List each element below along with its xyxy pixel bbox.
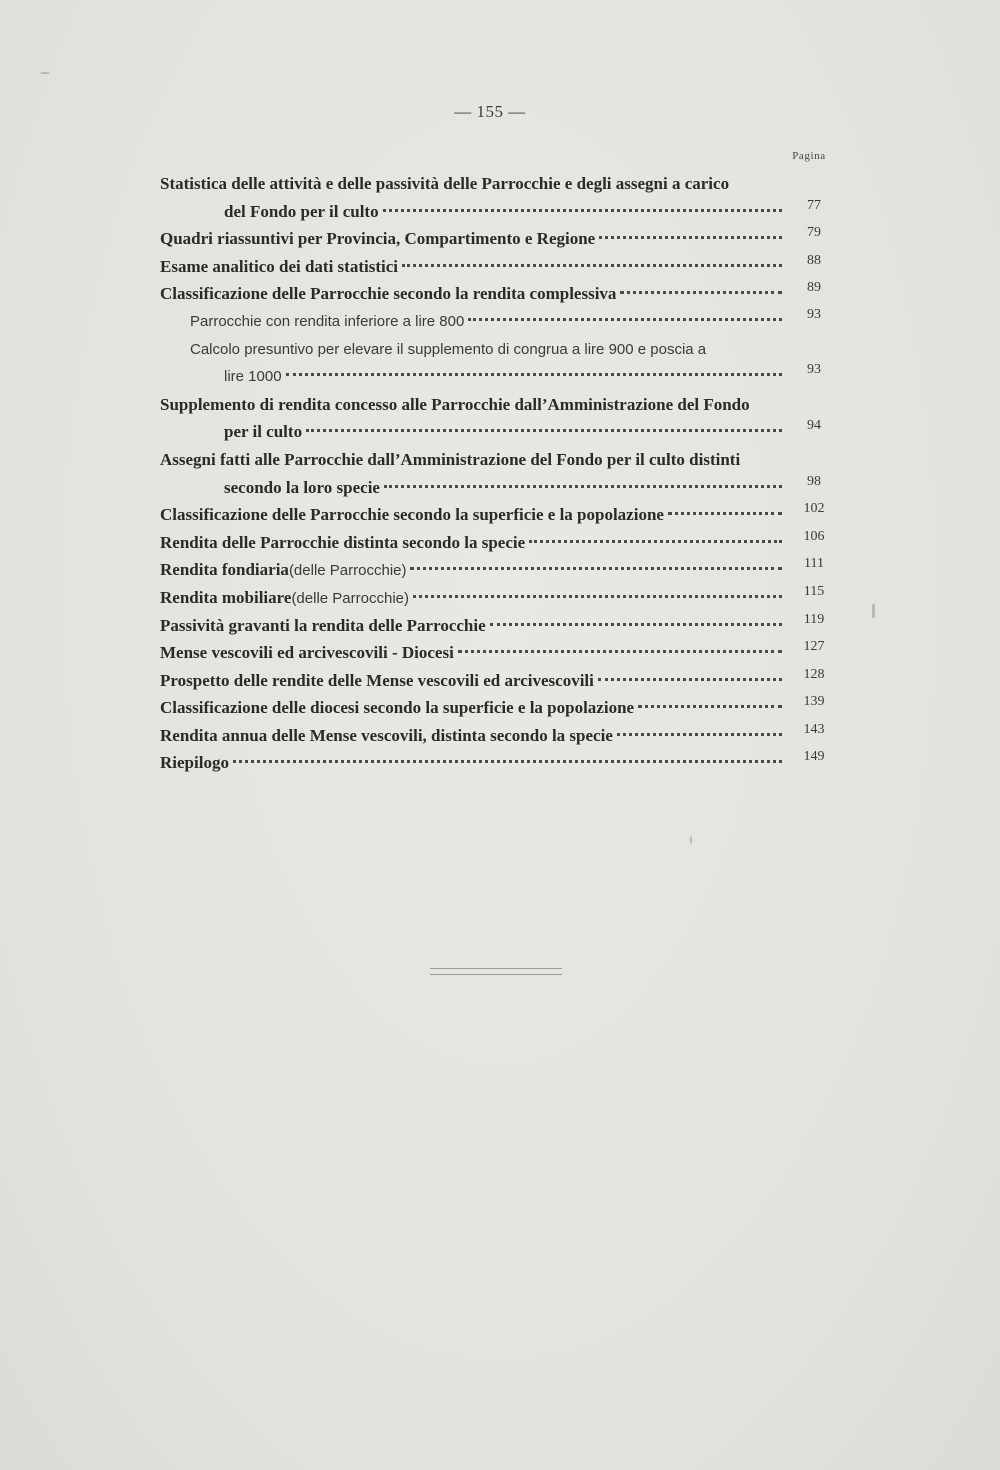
toc-entry-line	[160, 170, 840, 198]
toc-entry-title: Riepilogo	[160, 753, 229, 773]
toc-entry-title: per il culto	[224, 422, 303, 442]
toc-entry-title: Rendita annua delle Mense vescovili, distinta secondo la specie	[160, 725, 613, 745]
toc-entry-line	[160, 722, 840, 750]
dot-leader	[638, 704, 782, 708]
toc-entry-title: lire 1000	[224, 368, 282, 386]
toc-entry-line	[160, 667, 840, 695]
toc-entry-continuation	[160, 474, 840, 502]
toc-entry	[160, 253, 840, 281]
toc-entry-title: Supplemento di rendita concesso alle Parrocchie dall’Amministrazione del Fondo	[160, 394, 750, 414]
toc-entry-line	[160, 639, 840, 667]
toc-entry-title: Mense vescovili ed arcivescovili - Diocesi	[160, 643, 454, 663]
toc-entry-line	[160, 446, 840, 474]
toc-entry-title: Calcolo presuntivo per elevare il supplemento di congrua a lire 900 e poscia a	[190, 340, 707, 358]
toc-entry	[160, 694, 840, 722]
toc-entry-line	[160, 749, 840, 777]
dot-leader	[233, 759, 782, 763]
toc-entry-title: Prospetto delle rendite delle Mense vescovili ed arcivescovili	[160, 670, 594, 690]
toc-page-number: 143	[803, 721, 825, 737]
toc-entry	[160, 556, 840, 584]
dot-leader	[286, 372, 782, 376]
toc-entry	[160, 501, 840, 529]
toc-entry	[160, 612, 840, 640]
closing-rule	[430, 968, 562, 975]
toc-entry	[160, 225, 840, 253]
toc-entry-title: Rendita mobiliare	[160, 587, 292, 607]
toc-entry	[160, 446, 840, 501]
toc-entry-title: Parrocchie con rendita inferiore a lire 800	[190, 312, 465, 330]
page-number: — 155 —	[454, 102, 526, 121]
toc-entry-qualifier: (delle Parrocchie)	[291, 589, 409, 607]
toc-entry-line	[160, 336, 840, 364]
toc-entry-title: Classificazione delle Parrocchie secondo la rendita complessiva	[160, 284, 617, 304]
toc-entry-title: Classificazione delle diocesi secondo la superficie e la popolazione	[160, 698, 635, 718]
table-of-contents	[160, 170, 840, 777]
dot-leader	[490, 622, 782, 626]
scan-speck	[690, 836, 692, 844]
dot-leader	[668, 511, 782, 515]
toc-page-number: 93	[807, 306, 821, 322]
toc-entry	[160, 722, 840, 750]
toc-page-number: 94	[807, 418, 821, 434]
toc-entry	[160, 280, 840, 308]
dot-leader	[402, 263, 782, 267]
toc-entry-line	[160, 280, 840, 308]
toc-entry-line	[160, 584, 840, 612]
toc-entry	[160, 529, 840, 557]
dot-leader	[410, 566, 782, 570]
toc-entry-line	[160, 501, 840, 529]
toc-entry-line	[160, 225, 840, 253]
toc-entry-title: Assegni fatti alle Parrocchie dall’Amministrazione del Fondo per il culto distinti	[160, 449, 741, 469]
toc-entry-line	[160, 308, 840, 336]
toc-entry-title: Quadri riassuntivi per Provincia, Compartimento e Regione	[160, 229, 596, 249]
dot-leader	[598, 677, 782, 681]
toc-entry	[160, 391, 840, 446]
toc-page-number: 115	[803, 583, 825, 599]
toc-page-number: 139	[803, 694, 825, 710]
toc-entry-continuation	[160, 198, 840, 226]
toc-entry-line	[160, 253, 840, 281]
dot-leader	[384, 484, 782, 488]
toc-entry	[160, 584, 840, 612]
toc-entry	[160, 749, 840, 777]
toc-entry-title: Classificazione delle Parrocchie secondo la superficie e la popolazione	[160, 505, 664, 525]
page-column-header: Pagina	[792, 150, 826, 162]
toc-page-number: 128	[803, 666, 825, 682]
dot-leader	[306, 428, 782, 432]
toc-page-number: 102	[803, 501, 825, 517]
toc-entry-continuation	[160, 363, 840, 391]
toc-entry-title: secondo la loro specie	[224, 477, 380, 497]
dot-leader	[468, 317, 782, 321]
toc-entry-line	[160, 556, 840, 584]
dot-leader	[620, 290, 782, 294]
toc-page-number: 79	[807, 225, 821, 241]
toc-page-number: 98	[807, 473, 821, 489]
toc-entry-title: Rendita delle Parrocchie distinta secondo la specie	[160, 532, 526, 552]
toc-entry	[160, 308, 840, 336]
dot-leader	[413, 594, 782, 598]
toc-entry-line	[160, 612, 840, 640]
toc-entry	[160, 336, 840, 391]
scan-speck	[40, 72, 50, 74]
toc-entry-title: Statistica delle attività e delle passività delle Parrocchie e degli assegni a carico	[160, 174, 730, 193]
toc-page-number: 127	[803, 639, 825, 655]
toc-entry-continuation	[160, 418, 840, 446]
toc-entry-line	[160, 391, 840, 419]
toc-entry-title: Passività gravanti la rendita delle Parrocchie	[160, 615, 486, 635]
toc-page-number: 106	[803, 528, 825, 544]
scan-speck	[872, 604, 875, 618]
toc-entry	[160, 639, 840, 667]
toc-page-number: 89	[807, 280, 821, 296]
toc-entry-title: Rendita fondiaria	[160, 560, 289, 580]
toc-entry-line	[160, 694, 840, 722]
toc-page-number: 149	[803, 749, 825, 765]
toc-entry-title: Esame analitico dei dati statistici	[160, 256, 398, 276]
dot-leader	[599, 235, 782, 239]
toc-entry-title: del Fondo per il culto	[224, 201, 379, 221]
toc-page-number: 88	[807, 252, 821, 268]
toc-page-number: 77	[807, 197, 821, 213]
toc-entry	[160, 667, 840, 695]
toc-page-number: 93	[807, 362, 821, 378]
toc-entry-line	[160, 529, 840, 557]
dot-leader	[383, 208, 782, 212]
dot-leader	[458, 649, 782, 653]
toc-page-number: 111	[804, 556, 824, 572]
dot-leader	[529, 539, 782, 543]
toc-entry	[160, 170, 840, 225]
toc-page-number: 119	[803, 611, 825, 627]
toc-entry-qualifier: (delle Parrocchie)	[288, 562, 407, 580]
dot-leader	[617, 732, 782, 736]
